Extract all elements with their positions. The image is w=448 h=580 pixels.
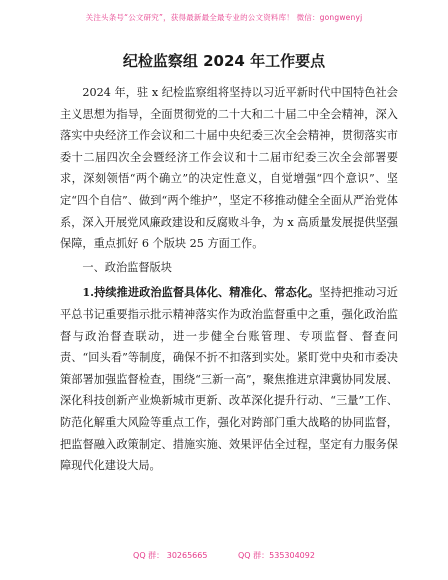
intro-paragraph: 2024 年，驻 x 纪检监察组将坚持以习近平新时代中国特色社会主义思想为指导，全面贯彻党的二十大和二十届二中全会精神，深入落实中央经济工作会议和二十届中央纪委三次全会精神，贯彻落实市委十二届四次全会暨经济工作会议和十二届市纪委三次全会部署要求，深刻领悟“两个确立”的决定性意义，自觉增强“四个意识”、坚定“四个自信”、做到“两个维护”，坚定不移推动健全全面从严治党体系，深入开展党风廉政建设和反腐败斗争，为 x 高质量发展提供坚强保障，重点抓好 6 个版块 25 方面工作。 [60, 86, 398, 251]
section-heading: 一、政治监督版块 [82, 260, 172, 274]
footer-contacts [0, 550, 448, 561]
item-1-body: 坚持把推动习近平总书记重要指示批示精神落实作为政治监督重中之重，强化政治监督与政治督查联动，进一步健全台账管理、专项监督、督查问责、“回头看”等制度，确保不折不扣落到实处。紧盯党中央和市委决策部署加强监督检查，围绕“三新一高”，聚焦推进京津冀协同发展、深化科技创新产业焕新城市更新、改革深化提升行动、“三量”工作、防范化解重大风险等重点工作，强化对跨部门重大战略的协同监督，把监督融入政策制定、措施实施、效果评估全过程，坚定有力服务保障现代化建设大局。 [60, 286, 398, 473]
qq-group-1: QQ 群： 30265665 [133, 551, 208, 560]
item-1-title: 1.持续推进政治监督具体化、精准化、常态化。 [82, 285, 320, 300]
document-body [60, 82, 398, 477]
header-banner: 关注头条号“公文研究”，获得最新最全最专业的公文资料库！ 微信：gongwenyj [85, 13, 363, 22]
qq-group-2: QQ 群：535304092 [238, 551, 315, 560]
item-1-paragraph [60, 282, 398, 476]
document-title: 纪检监察组 2024 年工作要点 [122, 52, 326, 70]
